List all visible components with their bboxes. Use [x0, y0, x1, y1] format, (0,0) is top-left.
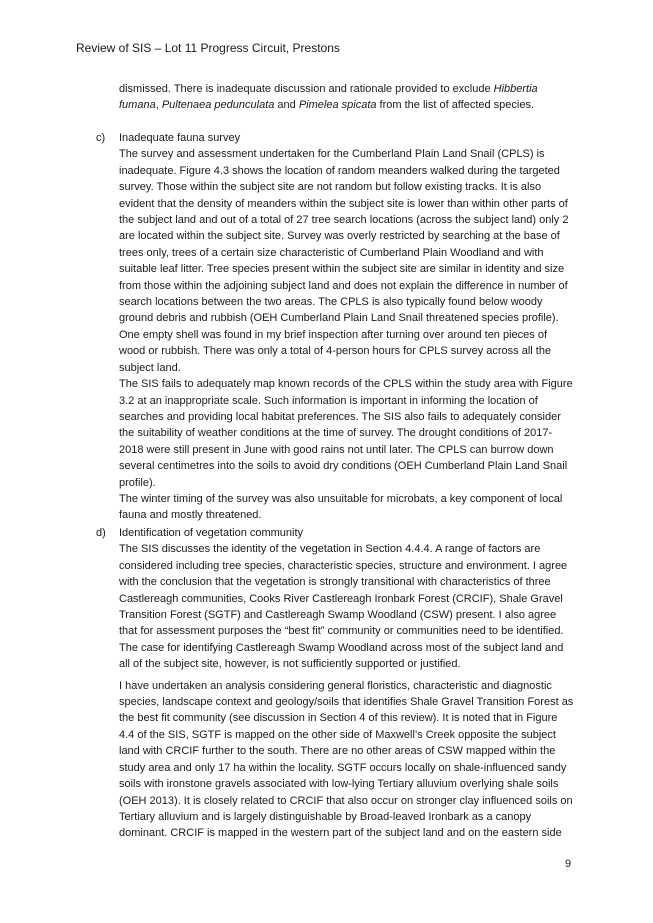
section-heading: Identification of vegetation community — [119, 527, 304, 539]
species-name: Hibbertia fumana — [119, 83, 538, 112]
paragraph: The winter timing of the survey was also unsuitable for microbats, a key component of local fauna and mostly threatened. — [119, 492, 563, 522]
list-marker: c) — [96, 132, 106, 144]
paragraph: The SIS fails to adequately map known records of the CPLS within the study area with Figure 3.2 at an inappropriate scale. Such information is important in informing the location of searches and providing local habitat preferences. The SIS also fails to adequately consider the suitability of weather conditions at the time of survey. The drought conditions of 2017-2018 were still present in June with good rains not until later. The CPLS can burrow down several centimetres into the soils to avoid dry conditions (OEH Cumberland Plain Land Snail profile). — [119, 378, 573, 489]
separator: , — [155, 99, 162, 112]
paragraph: The SIS discusses the identity of the vegetation in Section 4.4.4. A range of factors are considered including tree species, characteristic species, structure and environment. I agree with the conclusion that the vegetation is strongly transitional with characteristics of three Castlereagh communities, Cooks River Castlereagh Ironbark Forest (CRCIF), Shale Gravel Transition Forest (SGTF) and Castlereagh Swamp Woodland (CSW) present. I also agree that for assessment purposes the “best fit” community or communities need to be identified. The case for identifying Castlereagh Swamp Woodland across most of the subject land and all of the subject site, however, is not sufficiently supported or justified. — [119, 543, 568, 671]
paragraph: The survey and assessment undertaken for the Cumberland Plain Land Snail (CPLS) is inadequate. Figure 4.3 shows the location of random meanders walked during the targeted survey. Those within the subject site are not random but follow existing tracks. It is also evident that the density of meanders within the subject site is lower than within other parts of the subject land and out of a total of 27 tree search locations (across the subject land) only 2 are located within the subject site. Survey was overly restricted by searching at the base of trees only, trees of a certain size characteristic of Cumberland Plain Woodland and with suitable leaf litter. Tree species present within the subject site are similar in identity and size from those within the adjoining subject land and does not explain the difference in number of search locations between the two areas. The CPLS is also typically found below woody ground debris and rubbish (OEH Cumberland Plain Land Snail threatened species profile). One empty shell was found in my brief inspection after turning over around ten pieces of wood or rubbish. There was only a total of 4-person hours for CPLS survey across all the subject land. — [119, 148, 569, 374]
page-number: 9 — [565, 858, 572, 870]
paragraph: I have undertaken an analysis considering general floristics, characteristic and diagnostic species, landscape context and geology/soils that identifies Shale Gravel Transition Forest as the best fit community (see discussion in Section 4 of this review). It is noted that in Figure 4.4 of the SIS, SGTF is mapped on the other side of Maxwell’s Creek opposite the subject land with CRCIF further to the south. There are no other areas of CSW mapped within the study area and only 17 ha within the locality. SGTF occurs locally on shale-influenced sandy soils with ironstone gravels associated with low-lying Tertiary alluvium overlying shale soils (OEH 2013). It is closely related to CRCIF that also occur on stronger clay influenced soils on Tertiary alluvium and is largely distinguishable by Broad-leaved Ironbark as a canopy dominant. CRCIF is mapped in the western part of the subject land and on the eastern side — [119, 679, 574, 840]
species-name: Pimelea spicata — [298, 99, 377, 112]
continuation-paragraph — [119, 81, 573, 114]
separator: and — [274, 99, 299, 112]
list-marker: d) — [96, 527, 106, 539]
continuation-text: dismissed. There is inadequate discussion and rationale provided to exclude — [119, 83, 494, 95]
section-c-fauna-survey — [88, 130, 574, 524]
species-name: Pultenaea pedunculata — [161, 99, 275, 112]
continuation-text: from the list of affected species. — [376, 99, 535, 112]
section-d-vegetation-community — [88, 525, 574, 842]
running-header: Review of SIS – Lot 11 Progress Circuit, Prestons — [76, 41, 340, 55]
section-heading: Inadequate fauna survey — [119, 132, 241, 144]
